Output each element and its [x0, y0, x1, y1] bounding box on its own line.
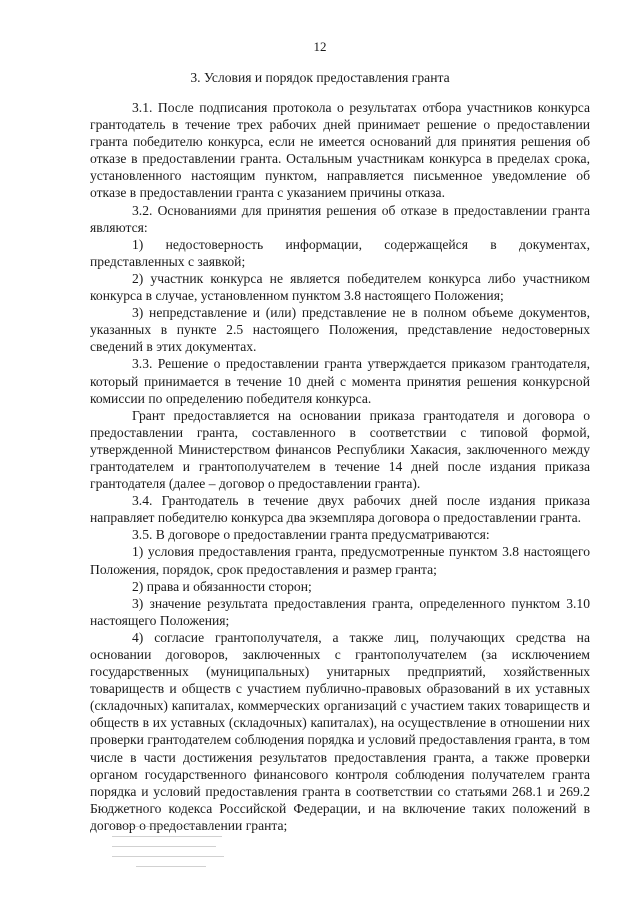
list-item-3-5-1: 1) условия предоставления гранта, предусмотренные пунктом 3.8 настоящего Положения, порядок, срок предоставления и размер гранта;: [90, 544, 590, 577]
document-body: [90, 99, 590, 834]
list-item-3-5-2: 2) права и обязанности сторон;: [132, 578, 312, 594]
section-heading: 3. Условия и порядок предоставления гранта: [190, 70, 450, 85]
list-item-3-5-4: 4) согласие грантополучателя, а также лиц, получающих средства на основании договоров, заключенных с грантополучателем (за исключением государственных (муниципальных) унитарных предприятий, хозяйственных товариществ и обществ с участием публично-правовых образований в их уставных (складочных) капиталах, коммерческих организаций с участием таких товариществ и обществ в их уставных (складочных) капиталах), на осуществление в отношении них проверки грантодателем соблюдения порядка и условий предоставления гранта, в том числе в части достижения результатов предоставления гранта, а также проверки органом государственного финансового контроля соблюдения получателем гранта порядка и условий предоставления гранта в соответствии со статьями 268.1 и 269.2 Бюджетного кодекса Российской Федерации, и на включение таких положений в договор о предоставлении гранта;: [90, 629, 590, 833]
paragraph-3-5: 3.5. В договоре о предоставлении гранта предусматриваются:: [132, 527, 490, 543]
paragraph-grant-basis: Грант предоставляется на основании приказа грантодателя и договора о предоставлении гранта, составленного в соответствии с типовой формой, утвержденной Министерством финансов Республики Хакасия, заключенного между грантодателем и грантополучателем в течение 14 дней после издания приказа грантодателя (далее – договор о предоставлении гранта).: [90, 407, 590, 492]
paragraph-3-3: 3.3. Решение о предоставлении гранта утверждается приказом грантодателя, который принимается в течение 10 дней с момента принятия решения конкурсной комиссии по определению победителя конкурса.: [90, 356, 590, 406]
page-number: 12: [313, 39, 327, 54]
faint-stamp: [112, 826, 230, 882]
paragraph-3-2: 3.2. Основаниями для принятия решения об отказе в предоставлении гранта являются:: [90, 202, 590, 235]
list-item-3-2-2: 2) участник конкурса не является победителем конкурса либо участником конкурса в случае, установленном пунктом 3.8 настоящего Положения;: [90, 270, 590, 304]
paragraph-3-4: 3.4. Грантодатель в течение двух рабочих дней после издания приказа направляет победителю конкурса два экземпляра договора о предоставлении гранта.: [90, 493, 590, 526]
paragraph-3-1: 3.1. После подписания протокола о результатах отбора участников конкурса грантодатель в течение трех рабочих дней принимает решение о предоставлении гранта победителю конкурса, если не имеется оснований для принятия решения об отказе в предоставлении гранта. Остальным участникам конкурса в пределах срока, установленного настоящим пунктом, направляется письменное уведомление об отказе в предоставлении гранта с указанием причины отказа.: [90, 100, 590, 201]
list-item-3-2-3: 3) непредставление и (или) представление не в полном объеме документов, указанных в пункте 2.5 настоящего Положения, представление недостоверных сведений в этих документах.: [90, 305, 590, 355]
list-item-3-2-1: 1) недостоверность информации, содержащейся в документах, представленных с заявкой;: [90, 236, 590, 269]
list-item-3-5-3: 3) значение результата предоставления гранта, определенного пунктом 3.10 настоящего Положения;: [90, 595, 590, 628]
